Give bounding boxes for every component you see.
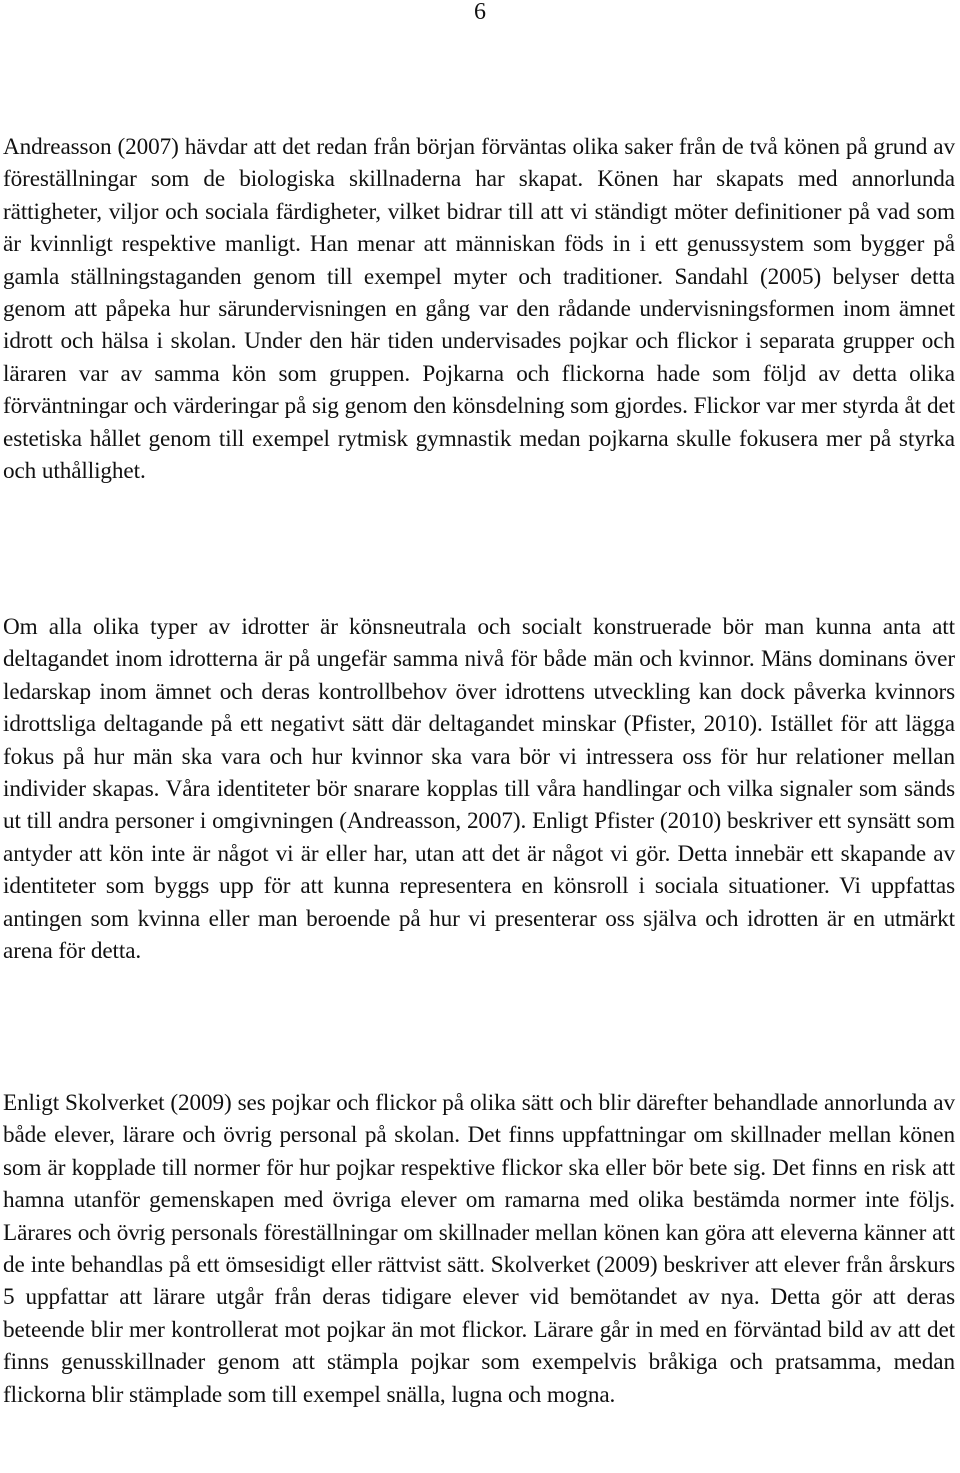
body-paragraph-1: Andreasson (2007) hävdar att det redan från början förväntas olika saker från de två könen på grund av föreställningar som de biologiska skillnaderna har skapat. Könen har skapats med annorlunda rättigheter, viljor och sociala färdigheter, vilket bidrar till att vi ständigt möter definitioner på vad som är kvinnligt respektive manligt. Han menar att människan föds in i ett genussystem som bygger på gamla ställningstaganden genom till exempel myter och traditioner. Sandahl (2005) belyser detta genom att påpeka hur särundervisningen en gång var den rådande undervisningsformen inom ämnet idrott och hälsa i skolan. Under den här tiden undervisades pojkar och flickor i separata grupper och läraren var av samma kön som gruppen. Pojkarna och flickorna hade som följd av detta olika förväntningar och värderingar på sig genom den könsdelning som gjordes. Flickor var mer styrda åt det estetiska hållet genom till exempel rytmisk gymnastik medan pojkarna skulle fokusera mer på styrka och uthållighet.	[3, 134, 955, 485]
body-paragraph-3: Enligt Skolverket (2009) ses pojkar och flickor på olika sätt och blir därefter behandlade annorlunda av både elever, lärare och övrig personal på skolan. Det finns uppfattningar om skillnader mellan könen som är kopplade till normer för hur pojkar respektive flickor ska eller bör bete sig. Det finns en risk att hamna utanför gemenskapen med övriga elever om ramarna med olika bestämda normer inte följs. Lärares och övrig personals föreställningar om skillnader mellan könen kan göra att eleverna känner att de inte behandlas på ett ömsesidigt eller rättvist sätt. Skolverket (2009) beskriver att elever från årskurs 5 uppfattar att lärare utgår från deras tidigare elever vid bemötandet av nya. Detta gör att deras beteende blir mer kontrollerat mot pojkar än mot flickor. Lärare går in med en förväntad bild av att det finns genusskillnader genom att stämpla pojkar som exempelvis bråkiga och pratsamma, medan flickorna blir stämplade som till exempel snälla, lugna och mogna.	[3, 1090, 955, 1408]
page-number: 6	[474, 0, 486, 25]
body-paragraph-2: Om alla olika typer av idrotter är könsneutrala och socialt konstruerade bör man kunna anta att deltagandet inom idrotterna är på ungefär samma nivå för både män och kvinnor. Mäns dominans över ledarskap inom ämnet och deras kontrollbehov över idrottens utveckling kan dock påverka kvinnors idrottsliga deltagande på ett negativt sätt där deltagandet minskar (Pfister, 2010). Istället för att lägga fokus på hur män ska vara och hur kvinnor ska vara bör vi intressera oss för hur relationer mellan individer skapas. Våra identiteter bör snarare kopplas till våra handlingar och vilka signaler som sänds ut till andra personer i omgivningen (Andreasson, 2007). Enligt Pfister (2010) beskriver ett synsätt som antyder att kön inte är något vi är eller har, utan att det är något vi gör. Detta innebär ett skapande av identiteter som byggs upp för att kunna representera en könsroll i sociala situationer. Vi uppfattas antingen som kvinna eller man beroende på hur vi presenterar oss själva och idrotten är en utmärkt arena för detta.	[3, 614, 955, 965]
